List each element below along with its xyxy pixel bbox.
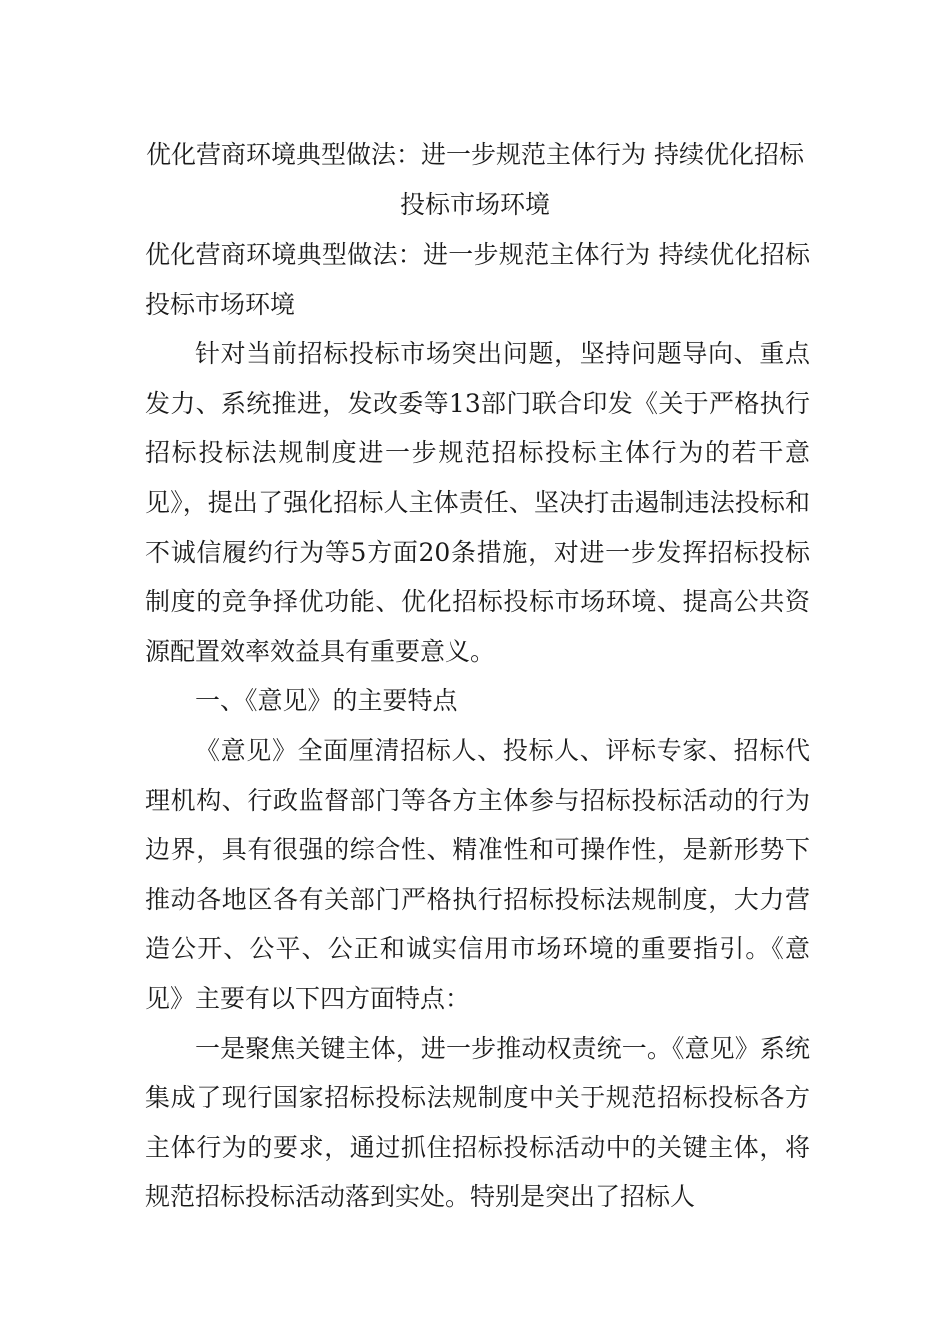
paragraph-feature-one: 一是聚焦关键主体，进一步推动权责统一。《意见》系统集成了现行国家招标投标法规制度中关于规范招标投标各方主体行为的要求，通过抓住招标投标活动中的关键主体，将规范招标投标活动落到实处。特别是突出了招标人 — [145, 1033, 810, 1212]
document-body — [145, 230, 810, 1222]
paragraph-overview: 《意见》全面厘清招标人、投标人、评标专家、招标代理机构、行政监督部门等各方主体参与招标投标活动的行为边界，具有很强的综合性、精准性和可操作性，是新形势下推动各地区各有关部门严格执行招标投标法规制度，大力营造公开、公平、公正和诚实信用市场环境的重要指引。《意见》主要有以下四方面特点： — [145, 735, 810, 1013]
section-heading: 一、《意见》的主要特点 — [195, 686, 458, 716]
paragraph-intro: 针对当前招标投标市场突出问题，坚持问题导向、重点发力、系统推进，发改委等13部门联合印发《关于严格执行招标投标法规制度进一步规范招标投标主体行为的若干意见》，提出了强化招标人主体责任、坚决打击遏制违法投标和不诚信履约行为等5方面20条措施，对进一步发挥招标投标制度的竞争择优功能、优化招标投标市场环境、提高公共资源配置效率效益具有重要意义。 — [145, 339, 810, 666]
document-title: 优化营商环境典型做法：进一步规范主体行为 持续优化招标投标市场环境 — [146, 140, 804, 219]
paragraph-repeated-title: 优化营商环境典型做法：进一步规范主体行为 持续优化招标投标市场环境 — [145, 240, 810, 319]
